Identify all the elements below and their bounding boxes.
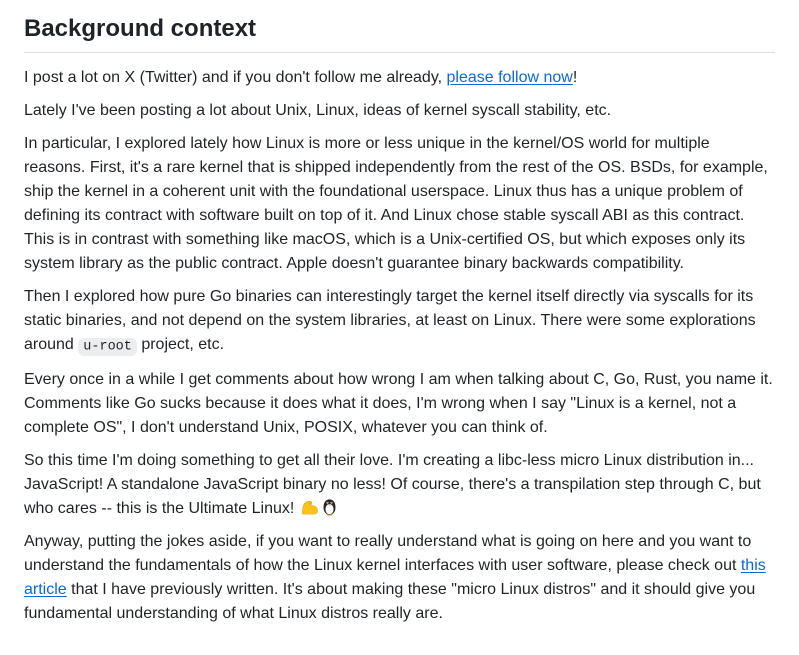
paragraph-anyway [24, 530, 775, 626]
penguin-emoji [320, 498, 339, 517]
flexed-biceps-emoji [300, 498, 319, 517]
paragraph-lately [24, 99, 775, 123]
paragraph-text: Anyway, putting the jokes aside, if you want to really understand what is going on here and you want to understand the fundamentals of how the Linux kernel interfaces with user software, please check out [24, 533, 752, 574]
paragraph-text: project, etc. [136, 336, 225, 353]
paragraph-twitter [24, 66, 775, 90]
paragraph-text: Lately I've been posting a lot about Unix, Linux, ideas of kernel syscall stability, etc. [24, 102, 612, 119]
paragraph-text: Then I explored how pure Go binaries can interestingly target the kernel itself directly via syscalls for its static binaries, and not depend on the system libraries, at least on Linux. There were some explorations around [24, 288, 756, 353]
this-article-link[interactable]: this article [24, 557, 766, 598]
paragraph-go-binaries [24, 285, 775, 359]
paragraph-text: In particular, I explored lately how Linux is more or less unique in the kernel/OS world for multiple reasons. First, it's a rare kernel that is shipped independently from the rest of the OS. BSDs, for example, ship the kernel in a coherent unit with the foundational userspace. Linux thus has a unique problem of defining its contract with software built on top of it. And Linux chose stable syscall ABI as this contract. This is in contrast with something like macOS, which is a Unix-certified OS, but which exposes only its system library as the public contract. Apple doesn't guarantee binary backwards compatibility. [24, 135, 768, 272]
follow-now-link[interactable]: please follow now [446, 69, 573, 86]
paragraph-javascript-distro [24, 449, 775, 521]
u-root-inline-code: u-root [78, 338, 137, 356]
paragraph-text: So this time I'm doing something to get all their love. I'm creating a libc-less micro Linux distribution in... JavaScript! A standalone JavaScript binary no less! Of course, there's a transpilation step through C, but who cares -- this is the Ultimate Linux! [24, 452, 761, 517]
paragraph-comments [24, 368, 775, 440]
paragraph-text: that I have previously written. It's about making these "micro Linux distros" and it should give you fundamental understanding of what Linux distros really are. [24, 581, 756, 622]
paragraph-text: ! [572, 69, 578, 86]
paragraph-text: Every once in a while I get comments about how wrong I am when talking about C, Go, Rust, you name it. Comments like Go sucks because it does what it does, I'm wrong when I say "Linux is a kernel, not a complete OS", I don't understand Unix, POSIX, whatever you can think of. [24, 371, 773, 436]
page-title: Background context [24, 14, 775, 53]
paragraph-text: I post a lot on X (Twitter) and if you don't follow me already, [24, 69, 447, 86]
paragraph-linux-unique [24, 132, 775, 276]
